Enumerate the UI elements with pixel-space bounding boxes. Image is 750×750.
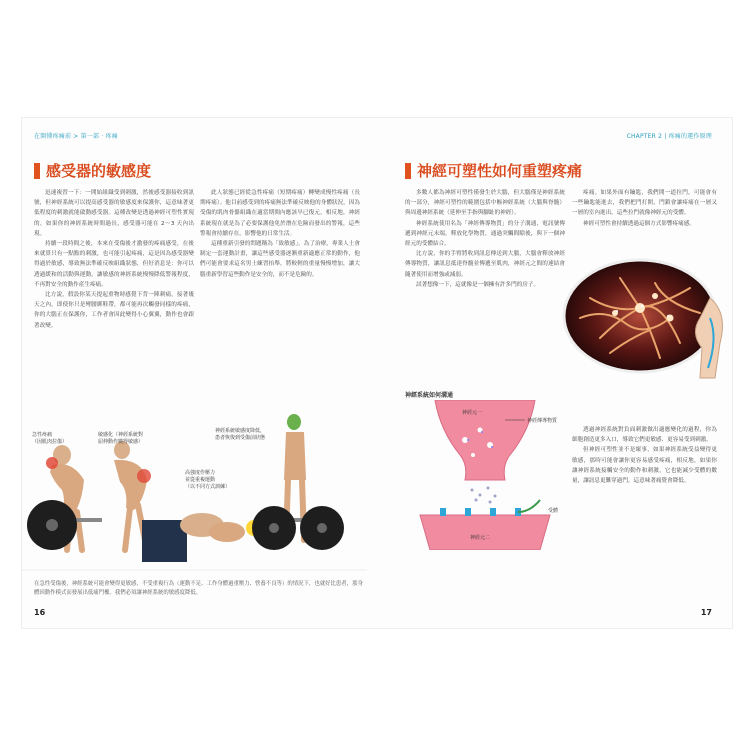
paragraph: 神經可塑性會持續透過這個方式影響疼痛感。 [583,220,695,227]
label-neuron2: 神經元二 [470,535,491,541]
lifting-progression-illustration [22,410,367,575]
label-neuron1: 神經元一 [462,410,483,416]
paragraph: 此人狀態已經從急性疼痛（短期疼痛）轉變成慢性疼痛（長期疼痛）。他目前感受到的疼痛無法準確反映他的身體狀況，因為受傷的肌肉骨骼組織在適當期間內應該早已復元，相反地，神經系統現在就是為了必要保護他免於潛在危險而發出的警報，這些警報會持續存在，影響他的日常生活。 [200,190,360,237]
label-receptor: 受體 [548,508,559,514]
left-page-number: 16 [34,608,46,617]
title-accent-bar [34,163,40,179]
paragraph: 疼痛。如果外面有鑰匙，我們開一道拉門，可能會有一些鑰匙能進去，我們把門打開，門鎖會讓疼痛在一層又一層的室內進出，這些拉門就像神經元的受體。 [572,190,717,217]
label-acute: 急性疼痛 （因肌肉拉傷） [32,432,68,445]
lying-figure [180,513,262,542]
trained-figure [252,414,344,550]
diagram-title: 神經系統如何溝通 [405,392,454,399]
sensitized-figure [114,441,187,562]
right-page-number: 17 [700,608,712,617]
left-column-1 [34,188,194,331]
left-title-text: 感受器的敏感度 [46,162,152,180]
paragraph: 這種重新引發的問題稱為「致敏感」。為了治療，專業人士會制定一套運動計畫，讓這些感受器逐漸重新適應正常的動作，他們可能會要求這名男士練習抬舉，將較輕的重量慢慢增加，讓大腦重新學習這些動作是安全的，而不是危險的。 [200,241,360,278]
label-transmitter: 神經傳導物質 [527,418,558,424]
right-column-2 [572,188,717,229]
left-running-header: 在開懂疼痛前 > 第一部 · 疼痛 [34,133,118,140]
paragraph: 比方說，你的手臂將收到訊息傳送到大腦，大腦會釋放神經傳導物質，讓訊息抵達脊髓並傳遞至肌肉，神經元之間的連結會隨著使用而增強或減弱。 [405,251,565,278]
right-column-1 [405,188,565,290]
neuron-network-illustration [560,258,732,388]
right-running-header: CHAPTER 2 | 疼痛的運作原理 [626,133,712,140]
right-section-title [405,160,582,181]
paragraph: 比方說，假設你某天提起重物時感覺下背一陣刺痛，接著幾天之內，即使你只是彎腰綁鞋帶，都可能再次觸發同樣的疼痛，你的大腦正在保護你，工作者會因此變得小心翼翼，動作也會跟著改變。 [34,292,194,329]
right-title-text: 神經可塑性如何重塑疼痛 [417,162,583,180]
paragraph: 但神經可塑性並不是壞事，如果神經系統受益變得更敏感，那時可能會讓你更容易感受疼痛，相反地，如果你讓神經系統接觸安全的動作和刺激，它也能減少受體的數量，讓訊息更難穿過門，這意味著痛覺會降低。 [572,447,717,485]
paragraph: 透過神經系統對負面刺激做出適應變化的過程，你為細胞創造更多入口，導致它們更敏感、更容易受到刺激。 [572,427,717,444]
left-section-title [34,160,151,181]
label-sensitized: 敏感化（神經系統對 屈伸動作變得敏感） [98,432,144,445]
right-column-2b [572,425,717,486]
left-figure-caption: 在急性受傷後，神經系統可能會變得更敏感，不受重複行為（運動不足、工作身體過重壓力、營養不良等）的情況下，也就好比患者，那身體因動作模式而發展出低痛門檻。我們必須讓神經系統的敏感度降低。 [34,581,363,596]
label-trained: 神經系統敏感度降低， 患者恢復到受傷前狀態 [215,428,266,441]
paragraph: 神經系統使用名為「神經傳導物質」的分子溝通，電訊號傳遞到神經元末端，釋放化學物質，通過突觸間隙後，與下一個神經元的受體結合。 [405,220,565,248]
left-column-2 [200,188,360,280]
paragraph: 持續一段時間之後，本來在受傷後才激發的疼痛感受，在後來就算只有一點點的刺激，也可能引起疼痛，這是因為感受器變得過於敏感，導致無法準確反映組織狀態，但好消息是：你可以透過緩和的活動與運動，讓敏感的神經系統慢慢降低警報程度，不再對安全的動作產生疼痛。 [34,241,194,288]
paragraph: 多數人都為神經可塑性僅發生於大腦，但大腦僅是神經系統的一部分，神經可塑性的範圍包括中樞神經系統（大腦與脊髓）與周邊神經系統（延伸至手指與腳趾的神經）。 [405,190,565,217]
label-highpressure: 高強度作壓力 並從重複運動 （以不同方式訓練） [185,470,231,490]
acute-figure [27,445,102,550]
paragraph: 試著想像一下，這就像是一個擁有許多門的房子。 [416,281,540,288]
title-accent-bar [405,163,411,179]
paragraph: 迅速複習一下：一開始組織受到刺激，然後感受器接收到訊號，但神經系統可以提高感受器的敏感度來保護你，這意味著更低程度的刺激就能啟動感受器。這種改變是透過神經可塑性實現的，如果你的神經系統時間過長，感受器可能在 2～3 天內出現。 [34,190,194,237]
